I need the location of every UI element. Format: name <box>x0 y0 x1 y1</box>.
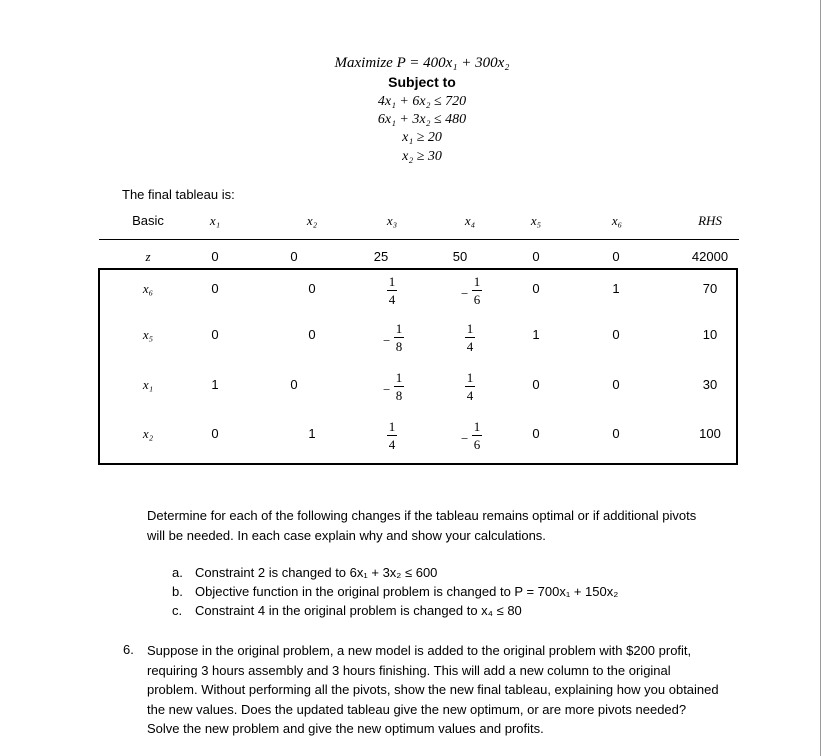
row-basic: x₆ <box>142 281 154 296</box>
row-x6: 0 <box>612 327 620 342</box>
list-item-c-marker: c. <box>172 603 183 618</box>
list-item-a: Constraint 2 is changed to 6x₁ + 3x₂ ≤ 600 <box>195 565 438 580</box>
row-x6: 0 <box>612 377 620 392</box>
question-6-number: 6. <box>123 642 134 657</box>
row-rhs: 30 <box>702 377 718 392</box>
page-edge <box>820 0 821 756</box>
z-row-x3: 25 <box>373 249 389 264</box>
header-rhs: RHS <box>698 213 722 228</box>
z-row-x1: 0 <box>211 249 219 264</box>
list-item-b-marker: b. <box>172 584 183 599</box>
list-item-a-marker: a. <box>172 565 183 580</box>
row-basic: x₅ <box>142 327 154 342</box>
row-x3-fraction: 1 4 <box>388 419 396 452</box>
z-row-x5: 0 <box>532 249 540 264</box>
z-row-rhs: 42000 <box>691 249 729 264</box>
tableau-intro: The final tableau is: <box>122 187 235 202</box>
tableau-constraint-box <box>98 268 738 465</box>
header-x4: x₄ <box>464 213 476 228</box>
row-basic: x₁ <box>142 377 154 392</box>
row-x2: 0 <box>308 327 316 342</box>
row-x4-fraction: 1 4 <box>466 370 474 403</box>
question-6-text: Suppose in the original problem, a new model is added to the original problem with $200 profit, requiring 3 hours assembly and 3 hours finishing. This will add a new column to the original problem. Without performing all the pivots, show the new final tableau, explaining how you obtained the new values. Does the updated tableau give the new optimum, or are more pivots needed? Solve the new problem and give the new optimum values and profits. <box>147 643 719 736</box>
row-x6: 1 <box>612 281 620 296</box>
row-x1: 1 <box>211 377 219 392</box>
header-x5: x₅ <box>530 213 542 228</box>
z-row-x4: 50 <box>452 249 468 264</box>
row-x4-fraction: − 1 6 <box>461 419 481 452</box>
row-x4-fraction: 1 4 <box>466 321 474 354</box>
row-x5: 1 <box>532 327 540 342</box>
row-x3-fraction: − 1 8 <box>383 321 403 354</box>
row-x2: 0 <box>308 281 316 296</box>
header-basic: Basic <box>132 213 164 228</box>
row-x4-fraction: − 1 6 <box>461 274 481 307</box>
row-rhs: 10 <box>702 327 718 342</box>
row-x2: 1 <box>308 426 316 441</box>
row-x1: 0 <box>211 327 219 342</box>
row-x3-fraction: − 1 8 <box>383 370 403 403</box>
row-x1: 0 <box>211 281 219 296</box>
constraint-4: x₂ ≥ 30 <box>402 149 442 164</box>
constraint-1: 4x₁ + 6x₂ ≤ 720 <box>377 94 467 109</box>
objective-function: Maximize P = 400x₁ + 300x₂ <box>334 55 510 71</box>
header-x6: x₆ <box>611 213 623 228</box>
z-row-x2: 0 <box>290 249 298 264</box>
row-basic: x₂ <box>142 426 154 441</box>
row-x3-fraction: 1 4 <box>388 274 396 307</box>
subject-to-label: Subject to <box>388 74 456 90</box>
z-row-basic: z <box>145 249 151 264</box>
row-rhs: 70 <box>702 281 718 296</box>
list-item-b: Objective function in the original problem is changed to P = 700x₁ + 150x₂ <box>195 584 619 599</box>
question-intro: Determine for each of the following changes if the tableau remains optimal or if additional pivots will be needed. In each case explain why and show your calculations. <box>147 508 697 543</box>
header-divider <box>99 239 739 240</box>
header-x2: x₂ <box>306 213 318 228</box>
row-x5: 0 <box>532 377 540 392</box>
row-x2: 0 <box>290 377 298 392</box>
header-x3: x₃ <box>386 213 398 228</box>
row-x5: 0 <box>532 281 540 296</box>
constraint-3: x₁ ≥ 20 <box>402 130 442 145</box>
list-item-c: Constraint 4 in the original problem is changed to x₄ ≤ 80 <box>195 603 522 618</box>
row-x1: 0 <box>211 426 219 441</box>
constraint-2: 6x₁ + 3x₂ ≤ 480 <box>377 112 467 127</box>
row-x6: 0 <box>612 426 620 441</box>
header-x1: x₁ <box>209 213 221 228</box>
row-x5: 0 <box>532 426 540 441</box>
z-row-x6: 0 <box>612 249 620 264</box>
row-rhs: 100 <box>699 426 721 441</box>
